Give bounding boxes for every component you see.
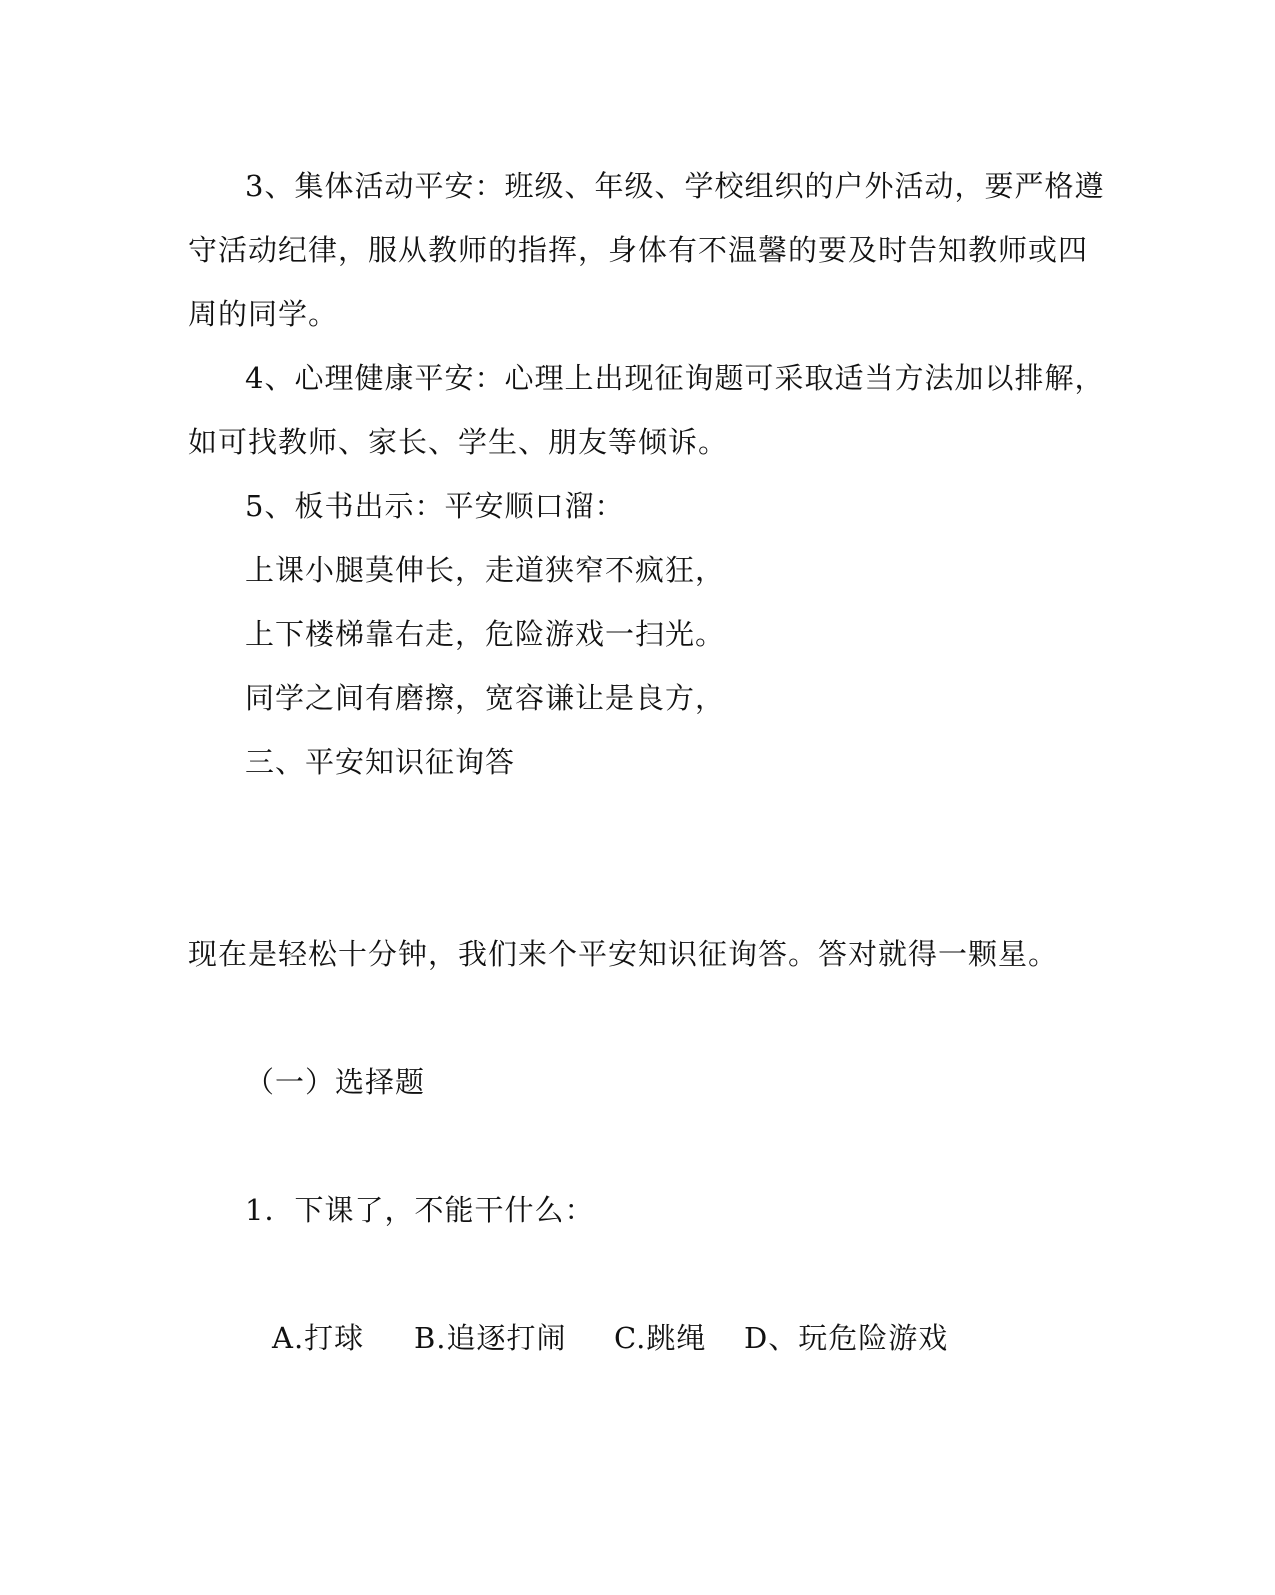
question-1: 1．下课了，不能干什么： [245,1193,595,1227]
option-b: B.追逐打闹 [414,1321,567,1355]
option-c: C.跳绳 [614,1321,707,1355]
rhyme-line: 上课小腿莫伸长，走道狭窄不疯狂， [245,553,726,587]
paragraph-mental-health-safety: 4、心理健康平安：心理上出现征询题可采取适当方法加以排解， [245,361,1105,395]
option-d: D、玩危险游戏 [744,1321,949,1355]
section-heading-quiz: 三、平安知识征询答 [245,745,516,779]
paragraph-collective-activity-safety: 3、集体活动平安：班级、年级、学校组织的户外活动，要严格遵 [245,169,1105,203]
paragraph-collective-activity-safety-cont: 守活动纪律，服从教师的指挥，身体有不温馨的要及时告知教师或四 [188,233,1089,267]
rhyme-line: 上下楼梯靠右走，危险游戏一扫光。 [245,617,726,651]
paragraph-quiz-intro: 现在是轻松十分钟，我们来个平安知识征询答。答对就得一颗星。 [188,937,1059,971]
paragraph-mental-health-safety-cont: 如可找教师、家长、学生、朋友等倾诉。 [188,425,729,459]
question-1-options [0,1320,1275,1356]
option-a: A.打球 [272,1321,365,1355]
rhyme-line: 同学之间有磨擦，宽容谦让是良方， [245,681,726,715]
paragraph-blackboard-rhyme-intro: 5、板书出示：平安顺口溜： [245,489,625,523]
subsection-heading-multiple-choice: （一）选择题 [245,1065,426,1099]
paragraph-collective-activity-safety-end: 周的同学。 [188,297,339,331]
